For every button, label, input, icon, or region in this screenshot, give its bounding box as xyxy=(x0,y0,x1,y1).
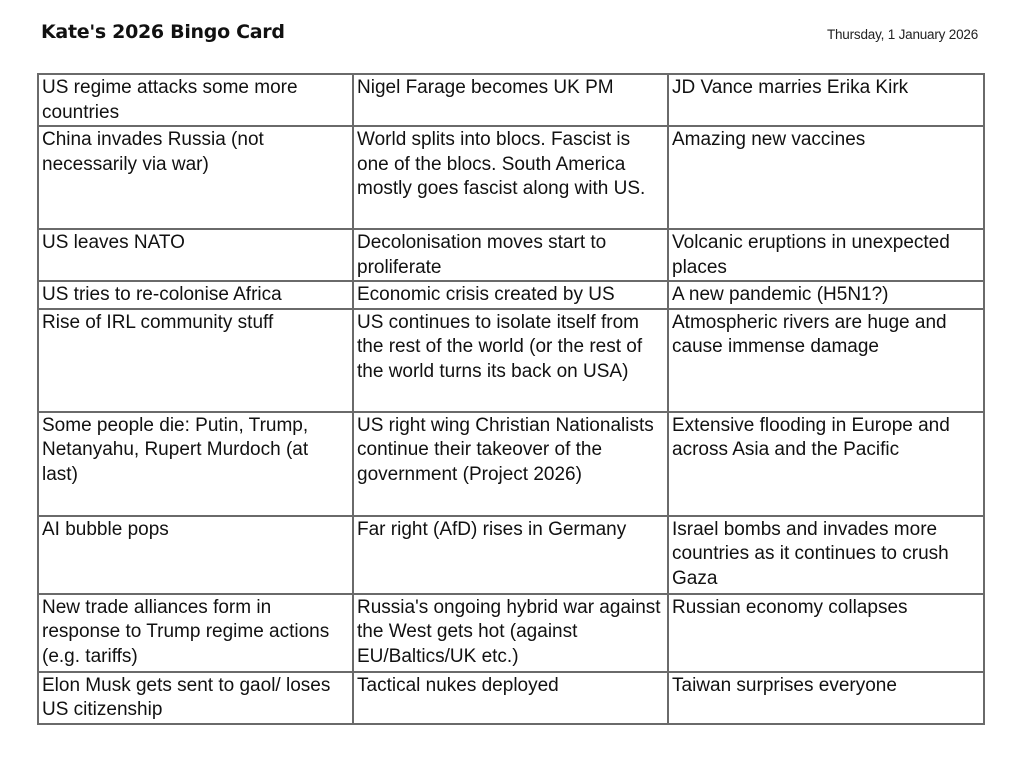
bingo-cell: Extensive flooding in Europe and across Asia and the Pacific xyxy=(668,412,984,516)
bingo-cell: Elon Musk gets sent to gaol/ loses US citizenship xyxy=(38,672,353,724)
bingo-cell: Amazing new vaccines xyxy=(668,126,984,229)
page-title: Kate's 2026 Bingo Card xyxy=(41,21,285,43)
bingo-cell: Israel bombs and invades more countries as it continues to crush Gaza xyxy=(668,516,984,594)
bingo-cell: AI bubble pops xyxy=(38,516,353,594)
bingo-row xyxy=(38,126,984,229)
bingo-cell: Rise of IRL community stuff xyxy=(38,309,353,412)
bingo-cell: Russia's ongoing hybrid war against the West gets hot (against EU/Baltics/UK etc.) xyxy=(353,594,668,672)
bingo-cell: JD Vance marries Erika Kirk xyxy=(668,74,984,126)
bingo-row xyxy=(38,309,984,412)
bingo-cell: Russian economy collapses xyxy=(668,594,984,672)
bingo-cell: US continues to isolate itself from the rest of the world (or the rest of the world turns its back on USA) xyxy=(353,309,668,412)
bingo-cell: Some people die: Putin, Trump, Netanyahu, Rupert Murdoch (at last) xyxy=(38,412,353,516)
bingo-cell: New trade alliances form in response to Trump regime actions (e.g. tariffs) xyxy=(38,594,353,672)
bingo-cell: Decolonisation moves start to proliferate xyxy=(353,229,668,281)
bingo-row xyxy=(38,412,984,516)
bingo-cell: Atmospheric rivers are huge and cause immense damage xyxy=(668,309,984,412)
bingo-row xyxy=(38,229,984,281)
bingo-cell: US regime attacks some more countries xyxy=(38,74,353,126)
bingo-cell: Taiwan surprises everyone xyxy=(668,672,984,724)
bingo-row xyxy=(38,672,984,724)
bingo-row xyxy=(38,74,984,126)
bingo-cell: World splits into blocs. Fascist is one of the blocs. South America mostly goes fascist along with US. xyxy=(353,126,668,229)
bingo-cell: Volcanic eruptions in unexpected places xyxy=(668,229,984,281)
bingo-row xyxy=(38,516,984,594)
bingo-cell: US leaves NATO xyxy=(38,229,353,281)
bingo-cell: US right wing Christian Nationalists continue their takeover of the government (Project 2026) xyxy=(353,412,668,516)
bingo-card-table xyxy=(37,73,985,725)
bingo-cell: US tries to re-colonise Africa xyxy=(38,281,353,309)
bingo-cell: Economic crisis created by US xyxy=(353,281,668,309)
bingo-cell: A new pandemic (H5N1?) xyxy=(668,281,984,309)
bingo-cell: Tactical nukes deployed xyxy=(353,672,668,724)
bingo-cell: Far right (AfD) rises in Germany xyxy=(353,516,668,594)
bingo-row xyxy=(38,594,984,672)
bingo-cell: China invades Russia (not necessarily via war) xyxy=(38,126,353,229)
bingo-row xyxy=(38,281,984,309)
document-date: Thursday, 1 January 2026 xyxy=(826,27,978,42)
bingo-cell: Nigel Farage becomes UK PM xyxy=(353,74,668,126)
